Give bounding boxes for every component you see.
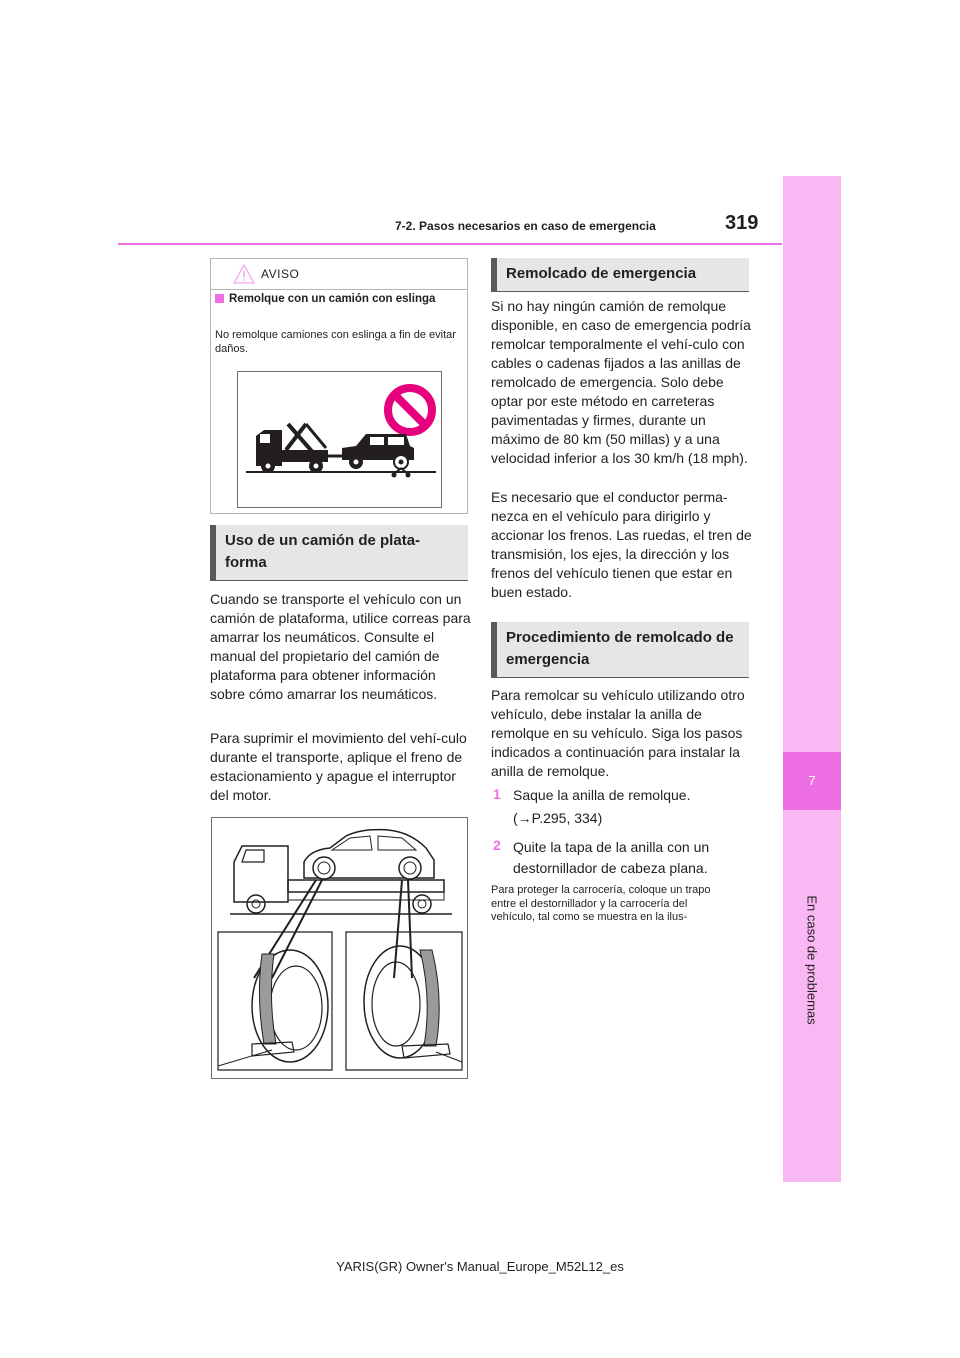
step-2-number: 2 [493,837,501,853]
aviso-subtitle: Remolque con un camión con eslinga [229,293,436,305]
aviso-text: No remolque camiones con eslinga a fin de evitar daños. [215,329,456,355]
sling-truck-illustration [237,371,442,508]
side-tab-label: En caso de problemas [804,895,820,1025]
heading-towing-procedure: Procedimiento de remolcado de emergencia [491,622,749,678]
step-1-reference: (→P.295, 334) [513,810,603,826]
towing-procedure-paragraph: Para remolcar su vehículo utilizando otro vehículo, debe instalar la anilla de remolque en su vehículo. Siga los pasos indicados a continuación para instalar la anilla de remolque. [491,687,745,779]
flatbed-paragraph-1: Cuando se transporte el vehículo con un camión de plataforma, utilice correas para amarrar los neumáticos. Consulte el manual del propietario del camión de plataforma para obtener información sobre cómo amarrar los neumáticos. [210,591,471,702]
flatbed-paragraph-2: Para suprimir el movimiento del vehí-culo durante el transporte, aplique el freno de estacionamiento y apague el interruptor del motor. [210,730,467,803]
warning-triangle-icon [233,264,255,284]
aviso-header [211,259,467,290]
aviso-title: AVISO [261,267,300,281]
prohibition-icon [388,388,432,432]
step-2-text: Quite la tapa de la anilla con un destornillador de cabeza plana. [513,839,710,876]
emergency-towing-paragraph-2: Es necesario que el conductor perma-nezca en el vehículo para dirigirlo y accionar los frenos. Las ruedas, el tren de transmisión, los ejes, la dirección y los frenos del vehículo tienen que estar en buen estado. [491,489,752,600]
aviso-box [210,258,468,514]
step-1-text: Saque la anilla de remolque. [513,787,691,803]
protect-body-note: Para proteger la carrocería, coloque un trapo entre el destornillador y la carrocería del vehículo, tal como se muestra en la ilus- [491,884,711,923]
flatbed-truck-illustration [211,817,468,1079]
emergency-towing-paragraph-1: Si no hay ningún camión de remolque disponible, en caso de emergencia podría remolcar temporalmente el vehí-culo con cables o cadenas fijados a las anillas de remolcado de emergencia. Solo debe optar por este método en carreteras pavimentadas y firmes, durante un máximo de 80 km (50 millas) y a una velocidad inferior a los 30 km/h (18 mph). [491,298,751,466]
side-tab-number[interactable]: 7 [783,752,841,810]
step-1-number: 1 [493,786,501,802]
side-tab [783,176,841,1182]
header-rule [118,243,782,245]
footer: YARIS(GR) Owner's Manual_Europe_M52L12_es [336,1259,624,1274]
heading-emergency-towing: Remolcado de emergencia [491,258,749,292]
section-title: 7-2. Pasos necesarios en caso de emergencia [395,219,656,233]
page-number: 319 [725,212,759,234]
heading-flatbed: Uso de un camión de plata-forma [210,525,468,581]
bullet-square-icon [215,294,224,303]
